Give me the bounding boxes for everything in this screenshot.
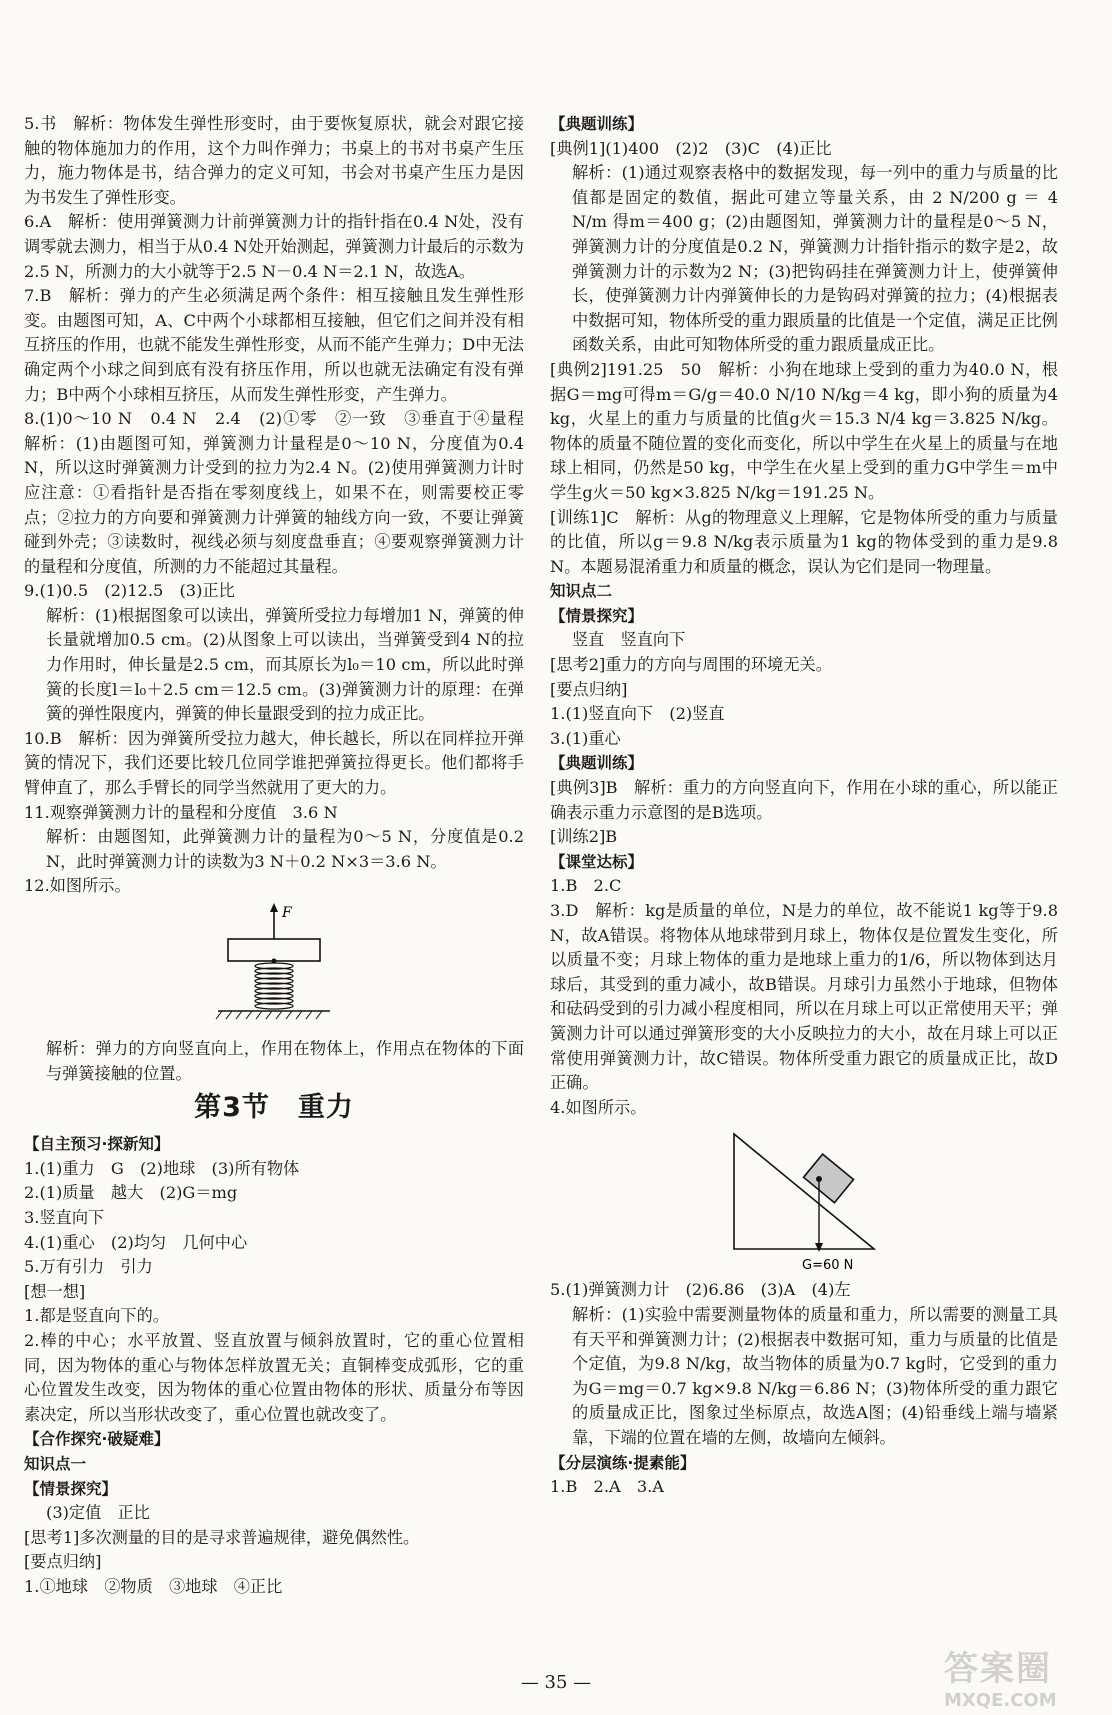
right-column xyxy=(550,112,1058,1500)
key-points-1: 1.①地球 ②物质 ③地球 ④正比 xyxy=(24,1576,283,1596)
preview-5: 5.万有引力 引力 xyxy=(24,1257,153,1277)
example-2: [典例2]191.25 50 解析：小狗在地球上受到的重力为40.0 N，根据G＝mg可得m＝G/g＝40.0 N/10 N/kg＝4 kg，即小狗的质量为4 kg，火星上的重力与质量的比值g火＝15.3 N/4 kg＝3.825 N/kg。物体的质量不随位置的变化而变化，所以中学生在火星上的质量与在地球上相同，仍然是50 kg，中学生在火星上受到的重力G中学生＝m中学生g火＝50 kg×3.825 N/kg＝191.25 N。 xyxy=(550,359,1058,502)
example-1: [典例1](1)400 (2)2 (3)C (4)正比 xyxy=(550,138,832,158)
class-answer-4: 4.如图所示。 xyxy=(550,1097,647,1117)
heading-typical-training-2: 【典题训练】 xyxy=(550,754,644,773)
knowledge-point-2: 知识点二 xyxy=(550,582,613,601)
think-label: [想一想] xyxy=(24,1281,86,1301)
key-points-2a: 1.(1)竖直向下 (2)竖直 xyxy=(550,704,725,724)
heading-scenario-2: 【情景探究】 xyxy=(550,606,644,625)
class-answer-5: 5.(1)弹簧测力计 (2)6.86 (3)A (4)左 xyxy=(550,1280,851,1300)
section-title: 第3节 重力 xyxy=(194,1092,354,1124)
consider-2: [思考2]重力的方向与周围的环境无关。 xyxy=(550,655,832,675)
answer-11-analysis: 解析：由题图知，此弹簧测力计的量程为0～5 N，分度值是0.2 N，此时弹簧测力计的读数为3 N＋0.2 N×3＝3.6 N。 xyxy=(46,827,524,871)
answer-10: 10.B 解析：因为弹簧所受拉力越大，伸长越长，所以在同样拉开弹簧的情况下，我们还要比较几位同学谁把弹簧拉得更长。他们都将手臂伸直了，那么手臂长的同学当然就用了更大的力。 xyxy=(24,728,524,798)
incline-gravity-figure xyxy=(724,1124,884,1274)
scenario-answer: (3)定值 正比 xyxy=(46,1503,150,1523)
gravity-label: G=60 N xyxy=(802,1258,854,1274)
answer-5: 5.书 解析：物体发生弹性形变时，由于要恢复原状，就会对跟它接触的物体施加力的作用，这个力叫作弹力；书桌上的书对书桌产生压力，施力物体是书，结合弹力的定义可知，书会对书桌产生压力是因为书发生了弹性形变。 xyxy=(24,114,524,207)
training-1: [训练1]C 解析：从g的物理意义上理解，它是物体所受的重力与质量的比值，所以g＝9.8 N/kg表示质量为1 kg的物体受到的重力是9.8 N。本题易混淆重力和质量的概念，误认为它们是同一物理量。 xyxy=(550,507,1058,576)
class-answers-1-2: 1.B 2.C xyxy=(550,876,622,896)
class-answer-3: 3.D 解析：kg是质量的单位，N是力的单位，故不能说1 kg等于9.8 N，故A错误。将物体从地球带到月球上，物体仅是位置发生变化，所以质量不变；月球上物体的重力是地球上重力的1/6，所以物体到达月球后，其受到的重力减小，故B错误。月球引力虽然小于地球，但物体和砝码受到的引力减小程度相同，所以在月球上可以正常使用天平；弹簧测力计可以通过弹簧形变的大小反映拉力的大小，故在月球上可以正常使用弹簧测力计，故C错误。物体所受重力跟它的质量成正比，故D正确。 xyxy=(550,901,1058,1093)
think-2: 2.棒的中心；水平放置、竖直放置与倾斜放置时，它的重心位置相同，因为物体的重心与物体怎样放置无关；直铜棒变成弧形，它的重心位置发生改变，因为物体的重心位置由物体的形状、质量分布等因素决定，所以当形状改变了，重心位置也就改变了。 xyxy=(24,1330,524,1424)
scenario-answer-2: 竖直 竖直向下 xyxy=(572,630,686,650)
knowledge-point-1: 知识点一 xyxy=(24,1454,87,1473)
answer-6: 6.A 解析：使用弹簧测力计前弹簧测力计的指针指在0.4 N处，没有调零就去测力，相当于从0.4 N处开始测起，弹簧测力计最后的示数为2.5 N，所测力的大小就等于2.5 N－0.4 N＝2.1 N，故选A。 xyxy=(24,212,524,281)
key-points-label-2: [要点归纳] xyxy=(550,679,628,699)
heading-class-standard: 【课堂达标】 xyxy=(550,852,644,871)
preview-3: 3.竖直向下 xyxy=(24,1207,105,1227)
answer-11: 11.观察弹簧测力计的量程和分度值 3.6 N xyxy=(24,802,338,822)
spring-force-figure xyxy=(214,903,334,1033)
heading-scenario: 【情景探究】 xyxy=(24,1479,118,1498)
heading-cooperate: 【合作探究·破疑难】 xyxy=(24,1430,170,1449)
example-1-analysis: 解析：(1)通过观察表格中的数据发现，每一列中的重力与质量的比值都是固定的数值，据此可建立等量关系，由 2 N/200 g ＝ 4 N/m 得m＝400 g；(2)由题图知，弹簧测力计的量程是0～5 N，弹簧测力计的分度值是0.2 N，弹簧测力计指针指示的数字是2，故弹簧测力计的示数为2 N；(3)把钩码挂在弹簧测力计上，使弹簧伸长，使弹簧测力计内弹簧伸长的力是钩码对弹簧的拉力；(4)根据表中数据可知，物体所受的重力跟质量的比值是一个定值，满足正比例函数关系，由此可知物体所受的重力跟质量成正比。 xyxy=(572,163,1058,355)
key-points-label: [要点归纳] xyxy=(24,1552,102,1572)
preview-4: 4.(1)重心 (2)均匀 几何中心 xyxy=(24,1232,248,1252)
training-2: [训练2]B xyxy=(550,827,618,847)
consider-1: [思考1]多次测量的目的是寻求普遍规律，避免偶然性。 xyxy=(24,1527,420,1547)
heading-typical-training: 【典题训练】 xyxy=(550,115,644,133)
page-number: — 35 — xyxy=(520,1672,592,1693)
answer-9: 9.(1)0.5 (2)12.5 (3)正比 xyxy=(24,581,235,601)
think-1: 1.都是竖直向下的。 xyxy=(24,1306,169,1326)
heading-layered-practice: 【分层演练·提素能】 xyxy=(550,1453,696,1472)
preview-2: 2.(1)质量 越大 (2)G＝mg xyxy=(24,1183,238,1203)
answer-12: 12.如图所示。 xyxy=(24,876,131,896)
example-3: [典例3]B 解析：重力的方向竖直向下，作用在小球的重心，所以能正确表示重力示意图的是B选项。 xyxy=(550,778,1058,822)
class-answer-5-analysis: 解析：(1)实验中需要测量物体的质量和重力，所以需要的测量工具有天平和弹簧测力计；(2)根据表中数据可知，重力与质量的比值是个定值，为9.8 N/kg，故当物体的质量为0.7 kg时，它受到的重力为G＝mg＝0.7 kg×9.8 N/kg＝6.86 N；(3)物体所受的重力跟它的质量成正比，图象过坐标原点，故选A图；(4)铅垂线上端与墙紧靠，下端的位置在墙的左侧，故墙向左倾斜。 xyxy=(572,1304,1058,1447)
layered-answers: 1.B 2.A 3.A xyxy=(550,1477,664,1497)
answer-7: 7.B 解析：弹力的产生必须满足两个条件：相互接触且发生弹性形变。由题图可知，A、C中两个小球都相互接触，但它们之间并没有相互挤压的作用，也就不能发生弹性形变，从而不能产生弹力；D中无法确定两个小球之间到底有没有挤压作用，所以也就无法确定有没有弹力；B中两个小球相互挤压，从而发生弹性形变，产生弹力。 xyxy=(24,286,524,404)
answer-9-analysis: 解析：(1)根据图象可以读出，弹簧所受拉力每增加1 N，弹簧的伸长量就增加0.5 cm。(2)从图象上可以读出，当弹簧受到4 N的拉力作用时，伸长量是2.5 cm，而其原长为l₀＝10 cm，所以此时弹簧的长度l＝l₀＋2.5 cm＝12.5 cm。(3)弹簧测力计的原理：在弹簧的弹性限度内，弹簧的伸长量跟受到的拉力成正比。 xyxy=(46,605,524,724)
left-column xyxy=(24,112,541,1599)
preview-1: 1.(1)重力 G (2)地球 (3)所有物体 xyxy=(24,1158,300,1178)
force-f-label: F xyxy=(282,905,292,921)
answer-8: 8.(1)0～10 N 0.4 N 2.4 (2)①零 ②一致 ③垂直于④量程 解析：(1)由题图可知，弹簧测力计量程是0～10 N，分度值为0.4 N，所以这时弹簧测力计受到的拉力为2.4 N。(2)使用弹簧测力计时应注意：①看指针是否指在零刻度线上，如果不在，则需要校正零点；②拉力的方向要和弹簧测力计弹簧的轴线方向一致，不要让弹簧碰到外壳；③读数时，视线必须与刻度盘垂直；④要观察弹簧测力计的量程和分度值，所测的力不能超过其量程。 xyxy=(24,409,541,576)
heading-self-preview: 【自主预习·探新知】 xyxy=(24,1135,170,1154)
key-points-2b: 3.(1)重心 xyxy=(550,728,621,748)
answer-12-analysis: 解析：弹力的方向竖直向上，作用在物体上，作用点在物体的下面与弹簧接触的位置。 xyxy=(46,1039,524,1083)
watermark-logo: 答案圈 MXQE.COM xyxy=(944,1649,1057,1711)
